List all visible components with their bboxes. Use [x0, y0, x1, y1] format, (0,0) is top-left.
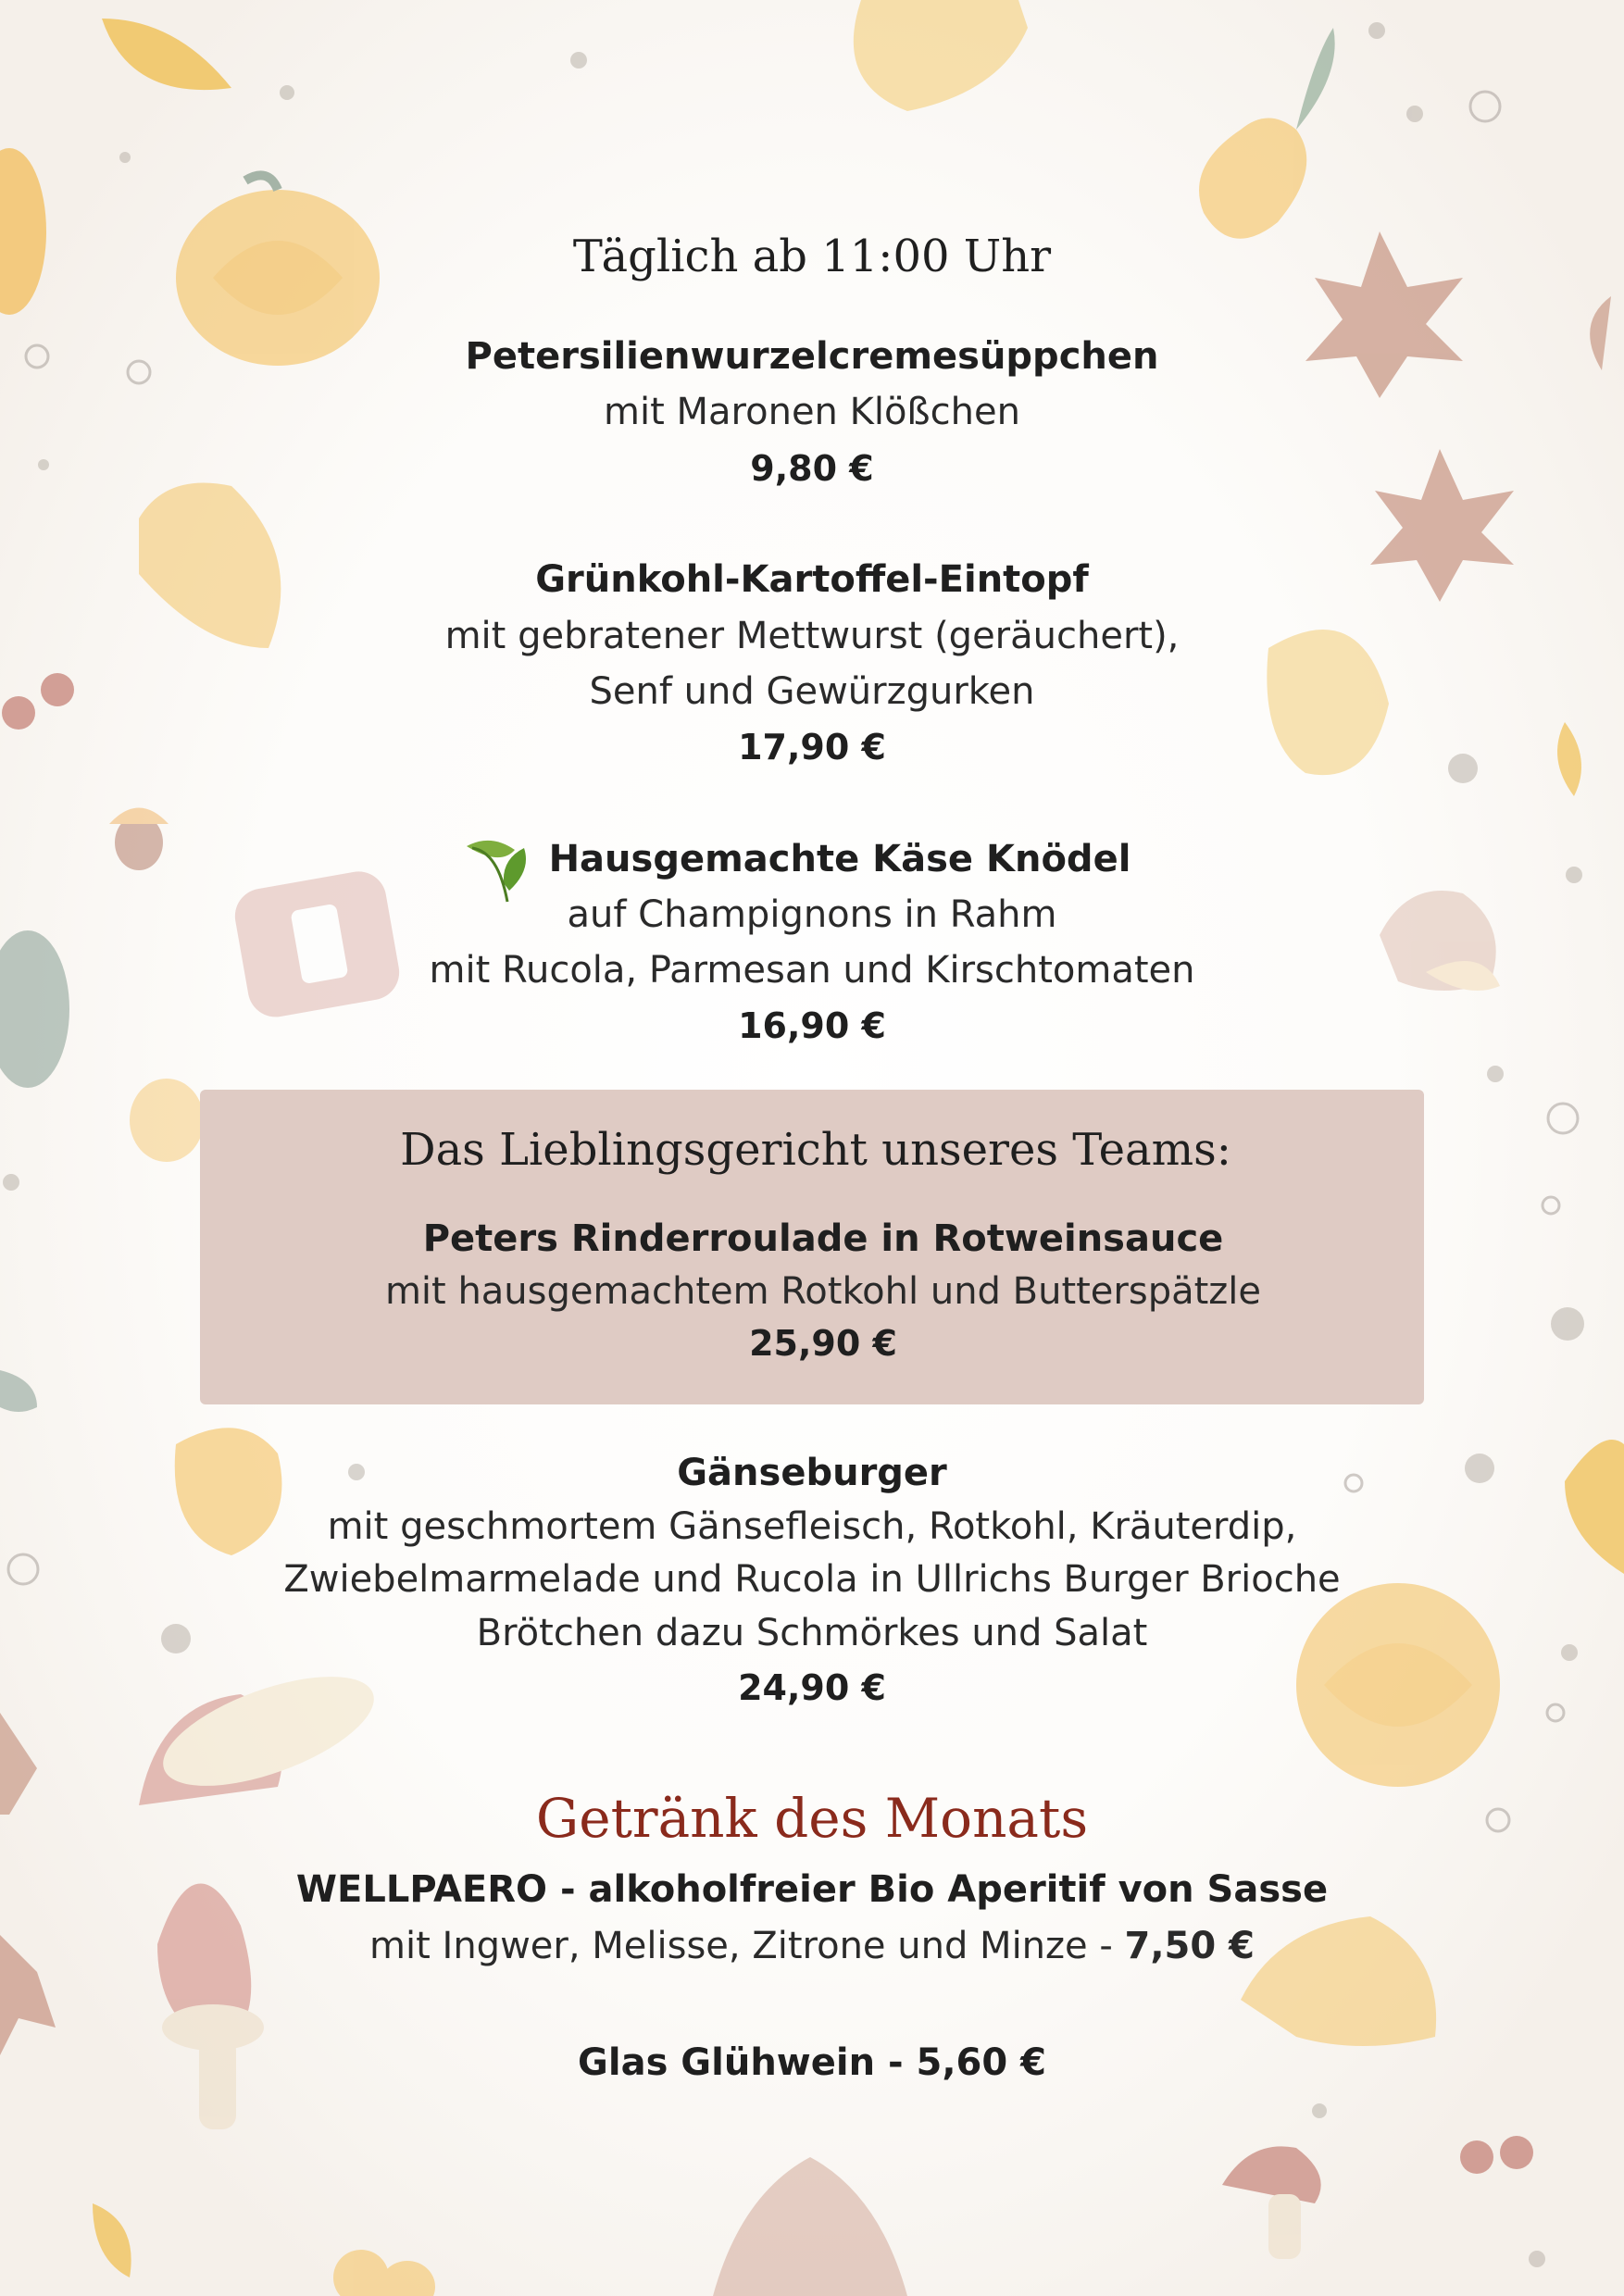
drink-title: WELLPAERO - alkoholfreier Bio Aperitif von Sasse: [295, 1868, 1329, 1911]
drink-price: 7,50 €: [1124, 1925, 1255, 1967]
dish-price: 24,90 €: [738, 1667, 886, 1708]
dish-description: mit Maronen Klößchen: [604, 391, 1020, 433]
featured-price: 25,90 €: [749, 1323, 897, 1364]
dish-description: mit gebratener Mettwurst (geräuchert),: [444, 615, 1180, 657]
drink-of-month-heading: Getränk des Monats: [535, 1787, 1089, 1850]
dish-price: 17,90 €: [738, 727, 886, 767]
featured-title: Peters Rinderroulade in Rotweinsauce: [422, 1217, 1224, 1260]
dish-title: Grünkohl-Kartoffel-Eintopf: [535, 558, 1089, 601]
drink-description: mit Ingwer, Melisse, Zitrone und Minze -: [369, 1925, 1125, 1967]
dish-description: Senf und Gewürzgurken: [589, 670, 1035, 713]
dish-description: Zwiebelmarmelade und Rucola in Ullrichs Burger Brioche: [283, 1558, 1341, 1601]
featured-heading: Das Lieblingsgericht unseres Teams:: [400, 1124, 1231, 1176]
dish-title: Petersilienwurzelcremesüppchen: [465, 335, 1159, 378]
featured-description: mit hausgemachtem Rotkohl und Butterspätzle: [384, 1270, 1262, 1313]
dish-price: 16,90 €: [738, 1005, 886, 1046]
dish-title: Hausgemachte Käse Knödel: [548, 838, 1131, 880]
dish-description: auf Champignons in Rahm: [567, 893, 1057, 936]
dish-description: Brötchen dazu Schmörkes und Salat: [476, 1612, 1148, 1654]
dish-description: mit geschmortem Gänsefleisch, Rotkohl, Kräuterdip,: [327, 1505, 1297, 1548]
drink-description-line: [0, 1925, 1624, 1967]
dish-price: 9,80 €: [750, 448, 874, 489]
dish-description: mit Rucola, Parmesan und Kirschtomaten: [429, 949, 1195, 992]
gluehwein-line: Glas Glühwein - 5,60 €: [578, 2041, 1046, 2084]
opening-hours: Täglich ab 11:00 Uhr: [572, 231, 1052, 282]
dish-title: Gänseburger: [677, 1452, 947, 1494]
